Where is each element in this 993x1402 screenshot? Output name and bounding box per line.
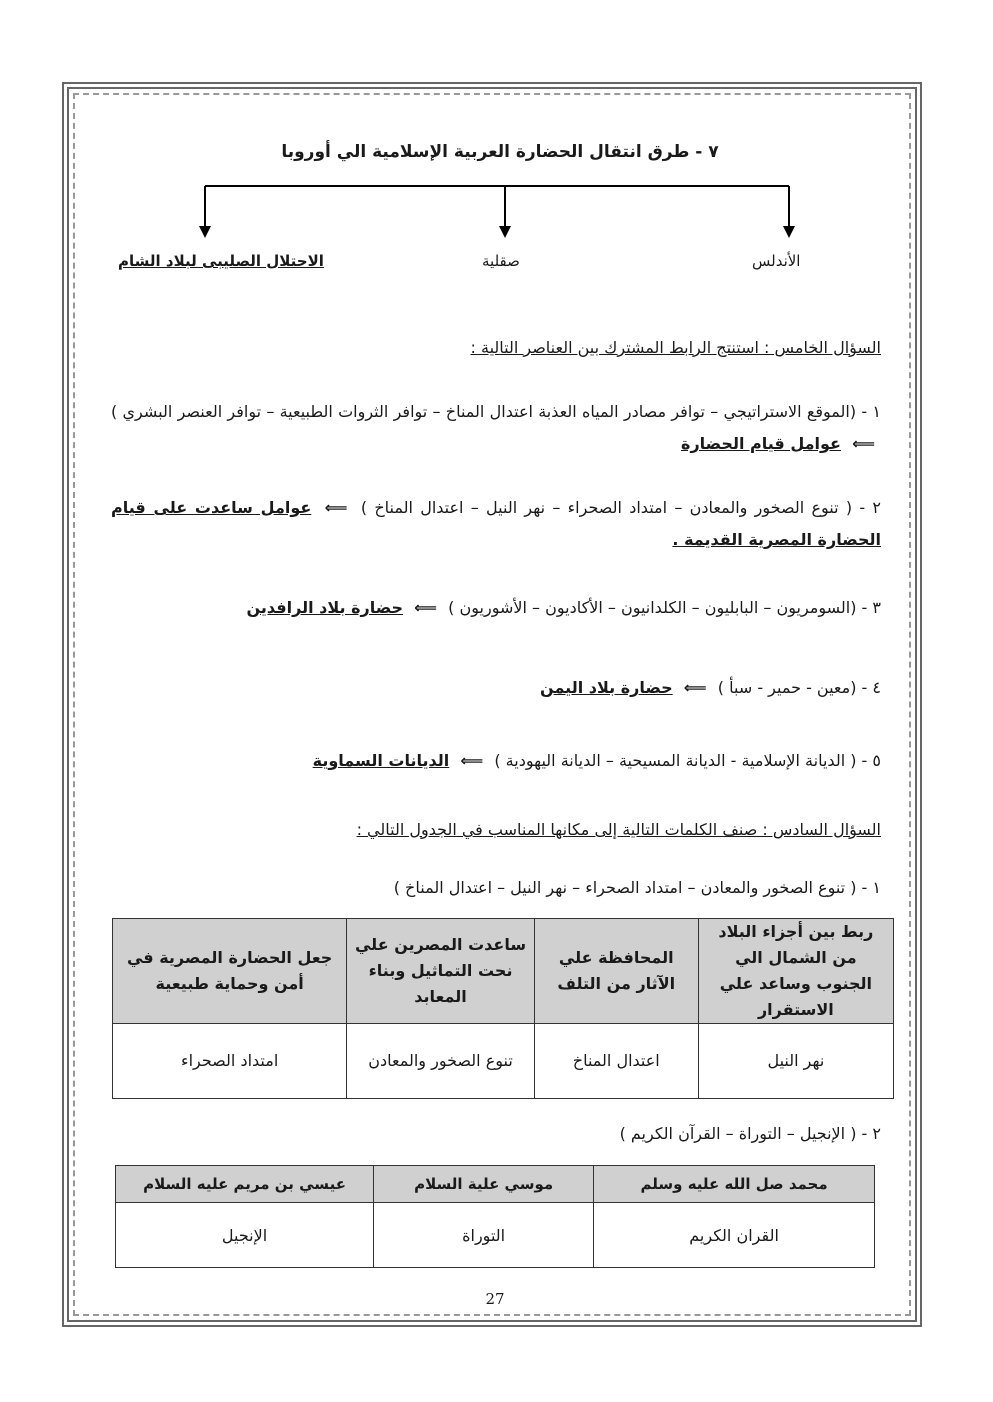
table-cell: الإنجيل	[116, 1203, 374, 1268]
page-number: 27	[485, 1290, 505, 1308]
table-row	[116, 1203, 875, 1268]
table-header-cell: المحافظة علي الآثار من التلف	[534, 919, 698, 1024]
table-header-row	[113, 919, 894, 1024]
diagram-title: ٧ - طرق انتقال الحضارة العربية الإسلامية الي أوروبا	[281, 142, 719, 162]
table-row	[113, 1024, 894, 1099]
arrow-icon: ⟸	[683, 678, 707, 697]
table-header-cell: ساعدت المصرين علي نحت التماثيل وبناء المعابد	[347, 919, 534, 1024]
branch-crusades: الاحتلال الصليبى لبلاد الشام	[118, 252, 324, 270]
table-header-cell: ربط بين أجزاء البلاد من الشمال الي الجنوب وساعد علي الاستقرار	[698, 919, 893, 1024]
question5-item-5: ٥ - ( الديانة الإسلامية - الديانة المسيحية – الديانة اليهودية ) ⟸ الديانات السماوية	[111, 745, 881, 777]
table-cell: القران الكريم	[594, 1203, 875, 1268]
question6-heading: السؤال السادس : صنف الكلمات التالية إلى مكانها المناسب في الجدول التالي :	[356, 820, 881, 839]
table-header-cell: موسي علية السلام	[374, 1166, 594, 1203]
classification-table-2	[115, 1165, 875, 1268]
arrow-icon: ⟸	[460, 751, 484, 770]
table-header-row	[116, 1166, 875, 1203]
question6-part1-words: ١ - ( تنوع الصخور والمعادن – امتداد الصحراء – نهر النيل – اعتدال المناخ )	[393, 878, 881, 897]
table-header-cell: محمد صل الله عليه وسلم	[594, 1166, 875, 1203]
question5-item-2: ٢ - ( تنوع الصخور والمعادن – امتداد الصحراء – نهر النيل – اعتدال المناخ ) ⟸ عوامل ساعدت على قيام الحضارة المصرية القديمة .	[111, 492, 881, 556]
arrow-icon: ⟸	[414, 598, 438, 617]
question6-part2-words: ٢ - ( الإنجيل – التوراة – القرآن الكريم )	[619, 1124, 881, 1143]
table-cell: التوراة	[374, 1203, 594, 1268]
table-cell: نهر النيل	[698, 1024, 893, 1099]
table-cell: اعتدال المناخ	[534, 1024, 698, 1099]
table-cell: تنوع الصخور والمعادن	[347, 1024, 534, 1099]
table-cell: امتداد الصحراء	[113, 1024, 347, 1099]
question5-heading: السؤال الخامس : استنتج الرابط المشترك بين العناصر التالية :	[470, 338, 881, 357]
question5-item-4: ٤ - (معين - حمير - سبأ ) ⟸ حضارة بلاد اليمن	[111, 672, 881, 704]
branch-andalus: الأندلس	[752, 252, 801, 270]
table-header-cell: جعل الحضارة المصرية في أمن وحماية طبيعية	[113, 919, 347, 1024]
classification-table-1	[112, 918, 894, 1099]
arrow-icon: ⟸	[324, 498, 348, 517]
question5-item-1: ١ - (الموقع الاستراتيجي – توافر مصادر المياه العذبة اعتدال المناخ – توافر الثروات الطبيعية – توافر العنصر البشري ) ⟸ عوامل قيام الحضارة	[111, 396, 881, 460]
arrow-icon: ⟸	[852, 434, 875, 453]
table-header-cell: عيسي بن مريم عليه السلام	[116, 1166, 374, 1203]
question5-item-3: ٣ - (السومريون – البابليون – الكلدانيون – الأكاديون – الأشوريون ) ⟸ حضارة بلاد الرافدين	[111, 592, 881, 624]
branch-sicily: صقلية	[482, 252, 520, 270]
